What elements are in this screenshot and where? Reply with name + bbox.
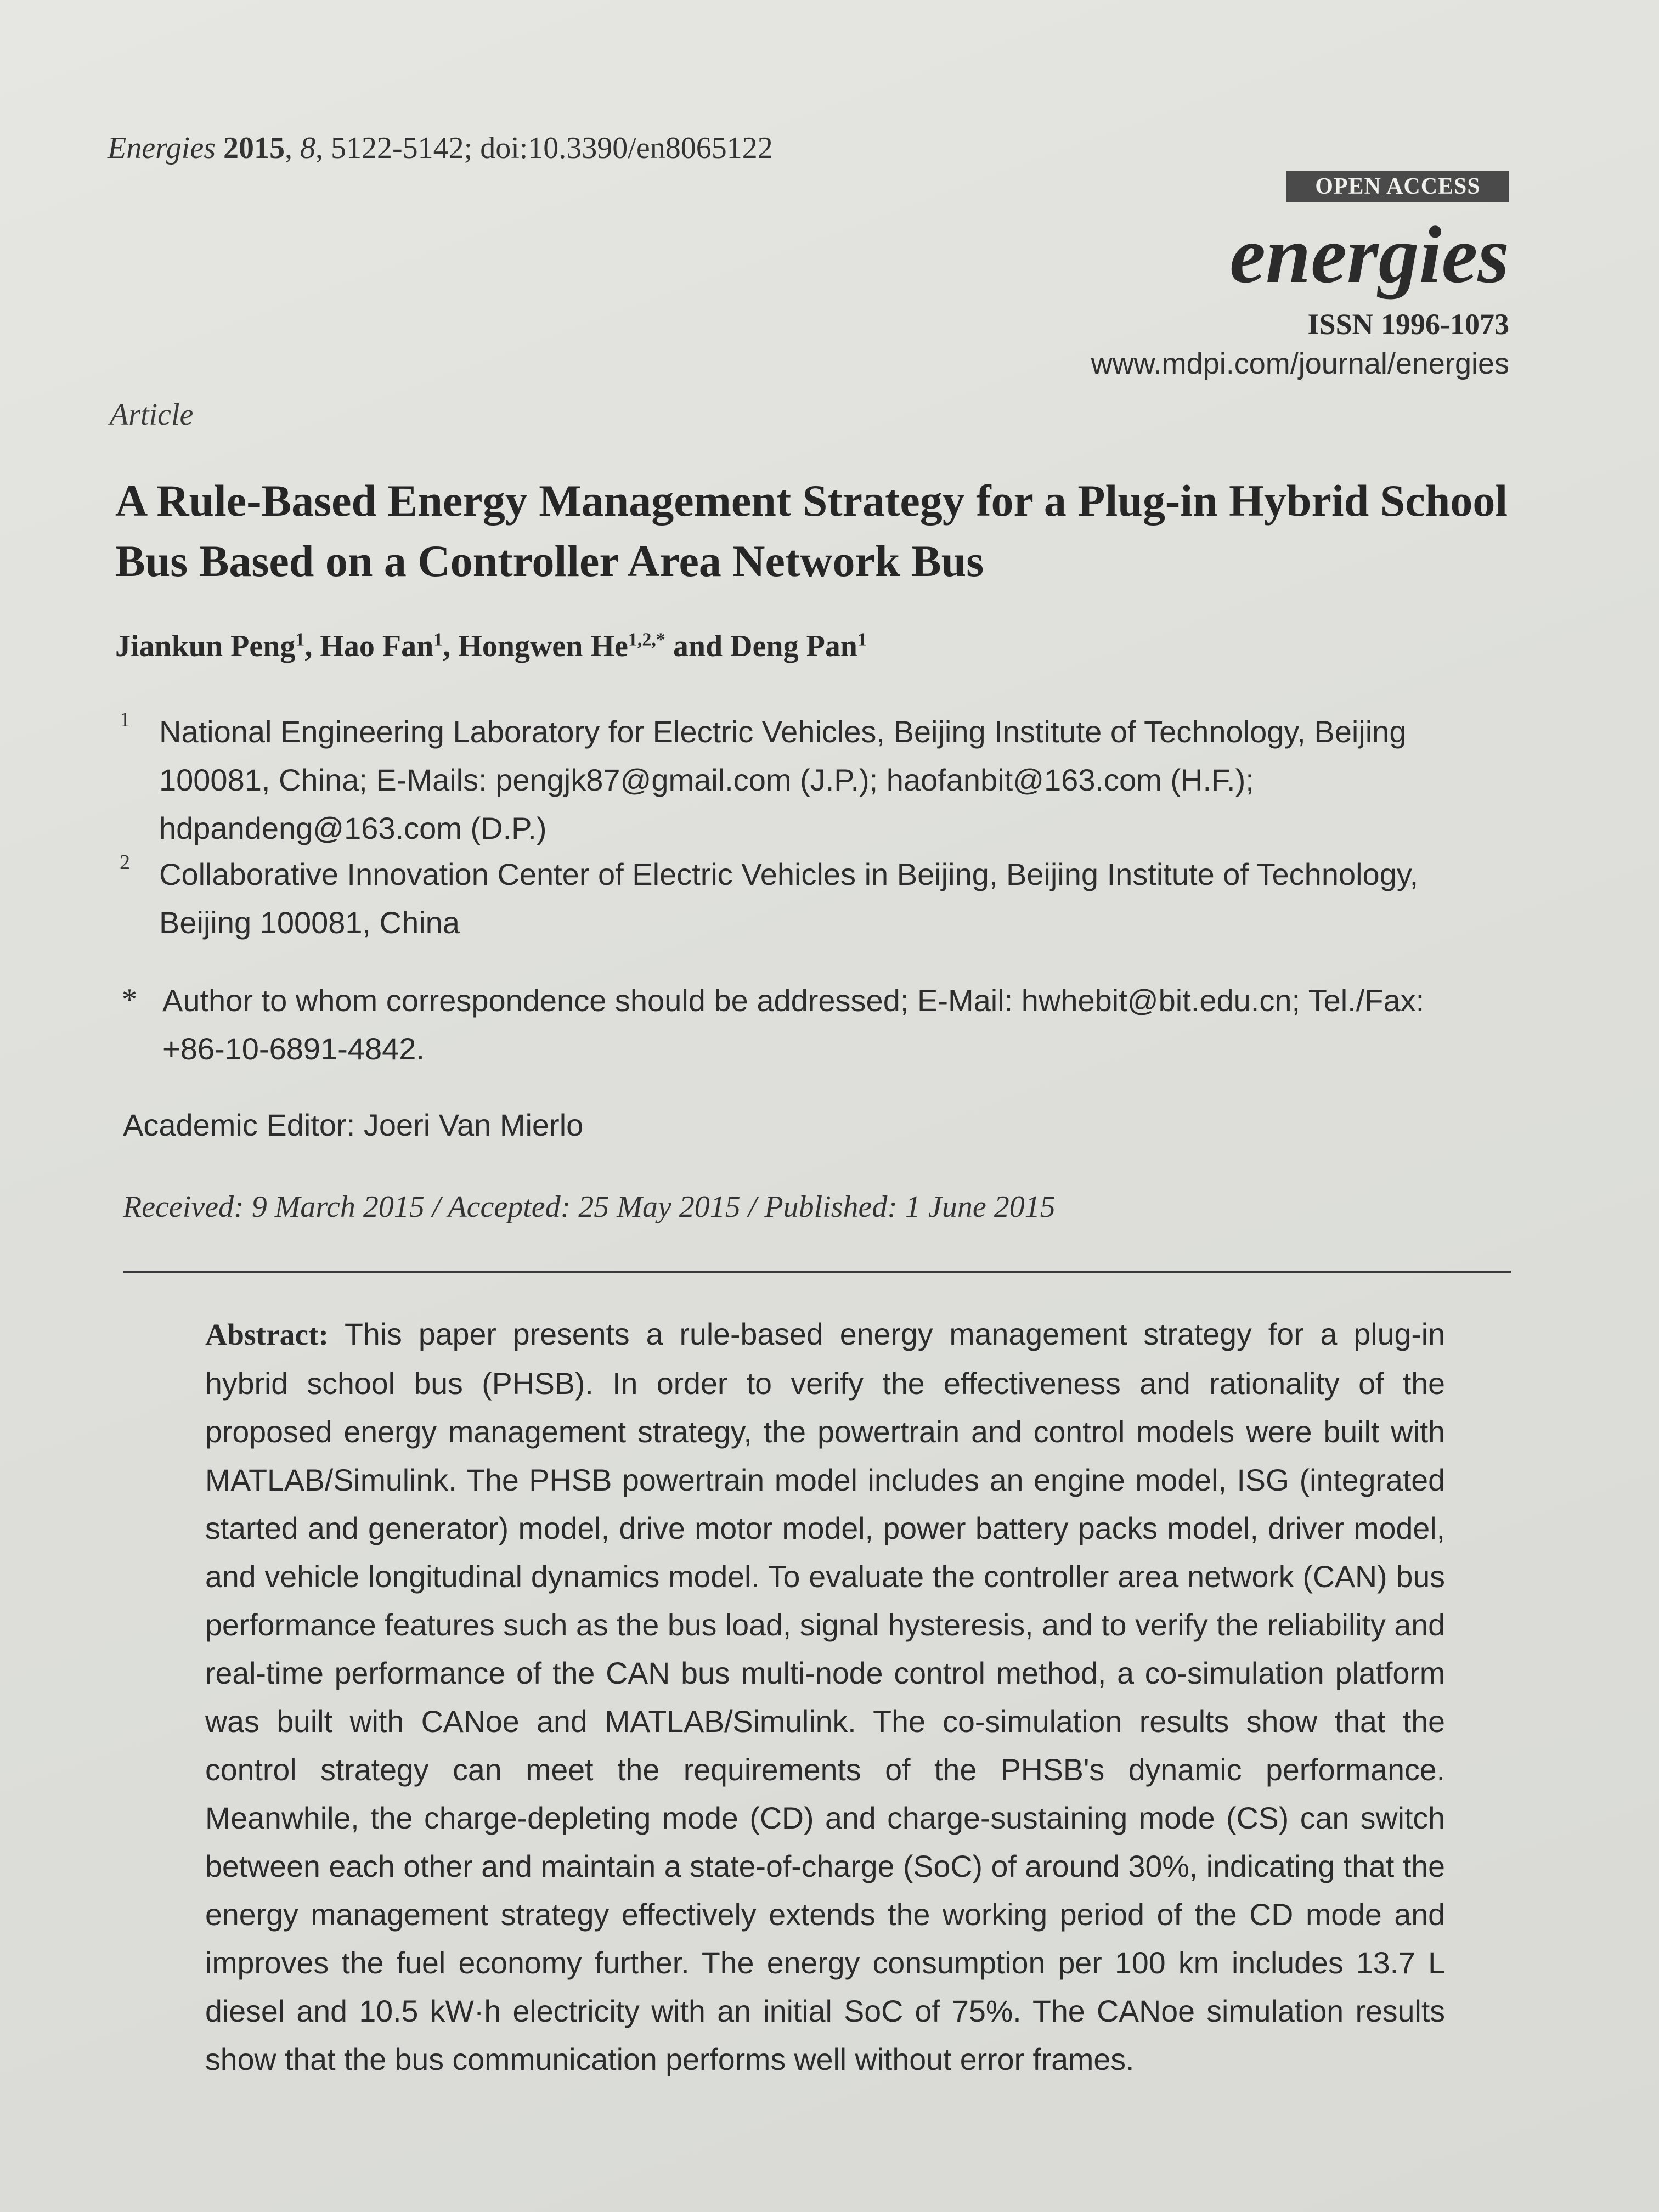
citation-year: 2015 — [223, 131, 285, 165]
correspondence-text: Author to whom correspondence should be addressed; E-Mail: hwhebit@bit.edu.cn; Tel./Fax: +86-10-6891-4842. — [162, 983, 1425, 1066]
journal-url: www.mdpi.com/journal/energies — [1091, 347, 1509, 380]
academic-editor: Academic Editor: Joeri Van Mierlo — [123, 1108, 584, 1142]
affiliation-text: National Engineering Laboratory for Electric Vehicles, Beijing Institute of Technology, Beijing 100081, China; E-Mails: pengjk87@gmail.com (J.P.); haofanbit@163.com (H.F.); hdpandeng@163.com (D.P.) — [159, 714, 1407, 845]
paper-title: A Rule-Based Energy Management Strategy for a Plug-in Hybrid School Bus Based on a Controller Area Network Bus — [115, 476, 1508, 586]
correspondence-mark: * — [122, 983, 137, 1017]
author-list: Jiankun Peng$^1$, Hao Fan$^1$, Hongwen $He^{1,2,*}$ and Deng Pan$^1$ — [115, 629, 867, 663]
author-name: Hao Fan — [320, 629, 434, 663]
abstract — [205, 1310, 1445, 2084]
abstract-text: This paper presents a rule-based energy management strategy for a plug-in hybrid school bus (PHSB). In order to verify the effectiveness and rationality of the proposed energy management strategy, the powertrain and control models were built with MATLAB/Simulink. The PHSB powertrain model includes an engine model, ISG (integrated started and generator) model, drive motor model, power battery packs model, driver model, and vehicle longitudinal dynamics model. To evaluate the controller area network (CAN) bus performance features such as the bus load, signal hysteresis, and to verify the reliability and real-time performance of the CAN bus multi-node control method, a co-simulation platform was built with CANoe and MATLAB/Simulink. The co-simulation results show that the control strategy can meet the requirements of the PHSB's dynamic performance. Meanwhile, the charge-depleting mode (CD) and charge-sustaining mode (CS) can switch between each other and maintain a state-of-charge (SoC) of around 30%, indicating that the energy management strategy effectively extends the working period of the CD mode and improves the fuel economy further. The energy consumption per 100 km includes 13.7 L diesel and 10.5 kW·h electricity with an initial SoC of 75%. The CANoe simulation results show that the bus communication performs well without error frames. — [205, 1317, 1446, 2076]
author-name: Hongwen He — [458, 629, 628, 663]
affiliation-number: 1 — [120, 708, 130, 731]
author-affiliation-mark: 1 — [295, 629, 305, 650]
article-type: Article — [110, 398, 194, 432]
publication-dates: Received: 9 March 2015 / Accepted: 25 May 2015 / Published: 1 June 2015 — [123, 1190, 1056, 1224]
author-affiliation-mark: 1 — [857, 629, 867, 650]
citation-journal: Energies — [108, 131, 216, 165]
citation-pages-doi: , 5122-5142; doi:10.3390/en8065122 — [315, 131, 773, 165]
citation-line: Energies 2015, 8, 5122-5142; doi:10.3390/en8065122 — [108, 131, 773, 165]
issn: ISSN 1996-1073 — [1307, 308, 1509, 341]
affiliation-text: Collaborative Innovation Center of Electric Vehicles in Beijing, Beijing Institute of Technology, Beijing 100081, China — [159, 857, 1419, 940]
journal-logo: energies — [1229, 210, 1509, 300]
author-name: Jiankun Peng — [115, 629, 296, 663]
citation-volume: 8 — [300, 131, 315, 165]
open-access-badge: OPEN ACCESS — [1286, 171, 1509, 202]
author-affiliation-mark: 1 — [433, 629, 443, 650]
author-affiliation-mark: 1,2,* — [628, 629, 665, 650]
section-divider — [123, 1271, 1511, 1273]
abstract-label: Abstract: — [205, 1318, 329, 1352]
author-name: Deng Pan — [730, 629, 857, 663]
affiliation-number: 2 — [120, 851, 130, 874]
